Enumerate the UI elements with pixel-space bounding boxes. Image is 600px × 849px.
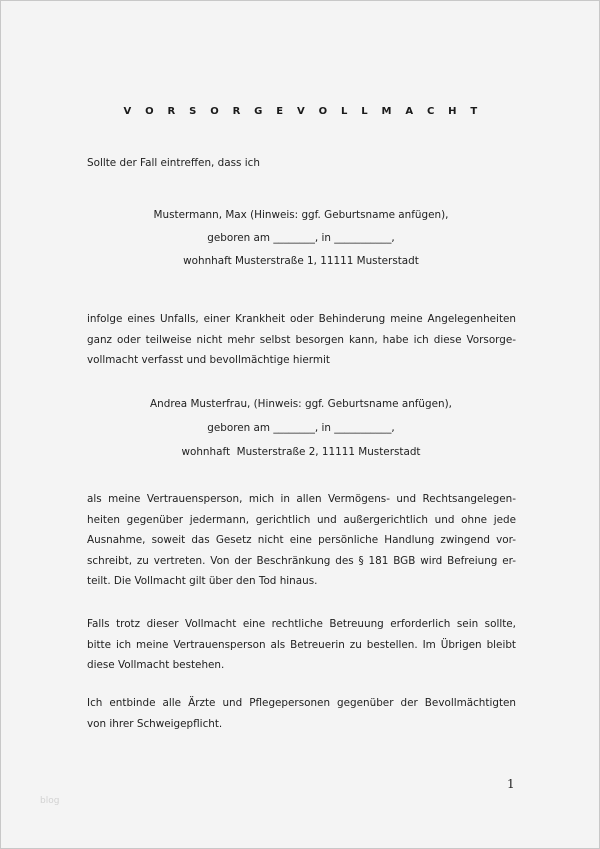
agent-name-line: Andrea Musterfrau, (Hinweis: ggf. Geburtsname anfügen), (150, 398, 452, 410)
page-number: 1 (507, 777, 515, 791)
paragraph-line: Falls trotz dieser Vollmacht eine rechtliche Betreuung erforderlich sein sollte, (87, 618, 516, 630)
paragraph-line: Ich entbinde alle Ärzte und Pflegepersonen gegenüber der Bevollmächtigten (87, 697, 516, 709)
paragraph-line: diese Vollmacht bestehen. (87, 659, 225, 671)
paragraph-line: heiten gegenüber jedermann, gerichtlich und außergerichtlich und ohne jede (87, 513, 516, 526)
intro-text: Sollte der Fall eintreffen, dass ich (87, 157, 260, 169)
principal-birth-line: geboren am ________, in ___________, (207, 232, 395, 244)
paragraph-line: teilt. Die Vollmacht gilt über den Tod hinaus. (87, 575, 318, 587)
agent-block (1, 394, 600, 463)
principal-name-line: Mustermann, Max (Hinweis: ggf. Geburtsname anfügen), (153, 209, 449, 221)
paragraph-incapacity (87, 309, 516, 371)
paragraph-line: infolge eines Unfalls, einer Krankheit oder Behinderung meine Angelegenheiten (87, 313, 516, 325)
paragraph-line: ganz oder teilweise nicht mehr selbst besorgen kann, habe ich diese Vorsorge- (87, 333, 516, 346)
paragraph-authority (87, 489, 516, 592)
paragraph-line: von ihrer Schweigepflicht. (87, 717, 223, 730)
watermark-text: blog (40, 796, 60, 806)
paragraph-line: Ausnahme, soweit das Gesetz nicht eine persönliche Handlung zwingend vor- (87, 534, 516, 546)
paragraph-line: als meine Vertrauensperson, mich in allen Vermögens- und Rechtsangelegen- (87, 493, 516, 505)
paragraph-confidentiality (87, 693, 516, 734)
paragraph-line: schreibt, zu vertreten. Von der Beschränkung des § 181 BGB wird Befreiung er- (87, 554, 516, 567)
principal-address-line: wohnhaft Musterstraße 1, 11111 Musterstadt (183, 255, 419, 267)
document-title: V O R S O R G E V O L L M A C H T (123, 106, 483, 117)
paragraph-line: bitte ich meine Vertrauensperson als Betreuerin zu bestellen. Im Übrigen bleibt (87, 638, 516, 651)
agent-birth-line: geboren am ________, in ___________, (207, 422, 395, 434)
paragraph-guardianship (87, 614, 516, 676)
principal-block (1, 205, 600, 272)
agent-address-line: wohnhaft Musterstraße 2, 11111 Musterstadt (181, 446, 421, 458)
paragraph-line: vollmacht verfasst und bevollmächtige hiermit (87, 354, 330, 366)
